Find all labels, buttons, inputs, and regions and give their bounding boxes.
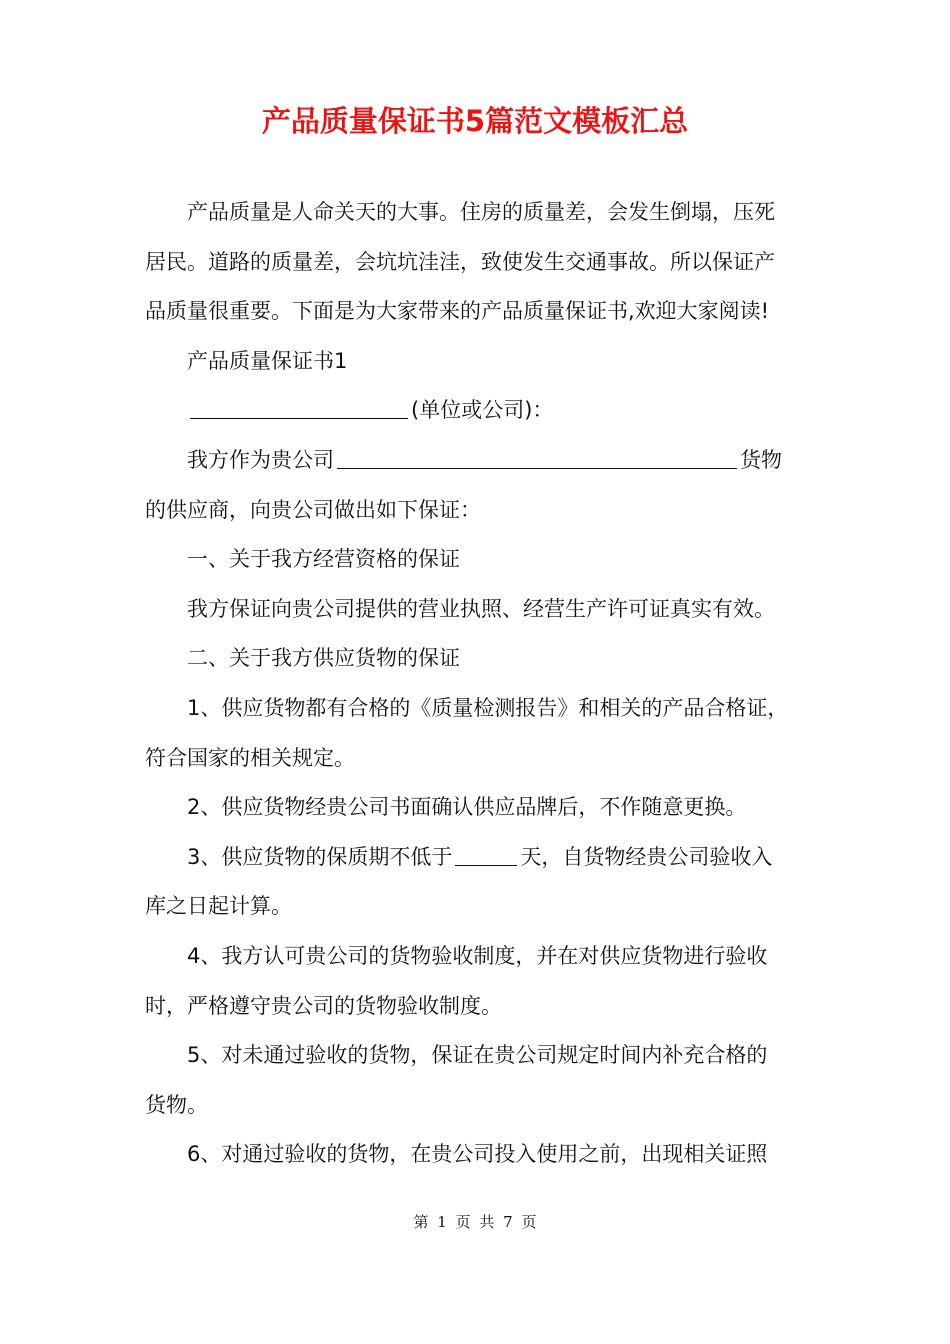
addressee-blank	[190, 397, 408, 419]
heading-one: 一、关于我方经营资格的保证	[187, 547, 460, 572]
item-3-line-2: 库之日起计算。	[145, 894, 292, 919]
section-heading: 产品质量保证书1	[187, 348, 348, 373]
days-blank	[455, 844, 517, 866]
item-2: 2、供应货物经贵公司书面确认供应品牌后，不作随意更换。	[187, 795, 747, 820]
item-3-suffix: 天，自货物经贵公司验收入	[520, 844, 773, 869]
item-5	[145, 1031, 813, 1130]
addressee-suffix: (单位或公司)：	[411, 398, 554, 423]
supplier-line-2: 的供应商，向贵公司做出如下保证：	[145, 497, 481, 522]
item-6-line-1: 6、对通过验收的货物，在贵公司投入使用之前，出现相关证照	[187, 1142, 768, 1167]
item-1-line-2: 符合国家的相关规定。	[145, 745, 355, 770]
supplier-suffix: 货物	[740, 447, 782, 472]
page-number: 第 1 页 共 7 页	[413, 1213, 537, 1231]
page-title: 产品质量保证书5篇范文模板汇总	[261, 104, 689, 138]
intro-line: 产品质量是人命关天的大事。住房的质量差，会发生倒塌，压死	[187, 200, 775, 224]
addressee-line	[145, 386, 813, 436]
intro-line: 品质量很重要。下面是为大家带来的产品质量保证书,欢迎大家阅读!	[145, 299, 770, 324]
goods-blank	[337, 447, 737, 469]
item-1	[145, 684, 813, 783]
item-3-prefix: 3、供应货物的保质期不低于	[187, 844, 453, 869]
item-1-line-1: 1、供应货物都有合格的《质量检测报告》和相关的产品合格证，	[187, 695, 789, 720]
item-4	[145, 932, 813, 1031]
supplier-line	[145, 436, 813, 486]
item-5-line-1: 5、对未通过验收的货物，保证在贵公司规定时间内补充合格的	[187, 1043, 768, 1068]
item-3	[145, 833, 813, 932]
item-4-line-1: 4、我方认可贵公司的货物验收制度，并在对供应货物进行验收	[187, 943, 768, 968]
intro-line: 居民。道路的质量差，会坑坑洼洼，致使发生交通事故。所以保证产	[145, 249, 775, 274]
paragraph-one: 我方保证向贵公司提供的营业执照、经营生产许可证真实有效。	[187, 596, 775, 621]
item-6	[145, 1130, 813, 1180]
supplier-paragraph	[145, 436, 813, 535]
item-3-line-1	[145, 833, 813, 883]
item-5-line-2: 货物。	[145, 1092, 208, 1117]
intro-paragraph	[145, 188, 813, 337]
supplier-prefix: 我方作为贵公司	[187, 447, 334, 472]
item-4-line-2: 时，严格遵守贵公司的货物验收制度。	[145, 993, 502, 1018]
document-body	[145, 188, 813, 1180]
heading-two: 二、关于我方供应货物的保证	[187, 646, 460, 671]
